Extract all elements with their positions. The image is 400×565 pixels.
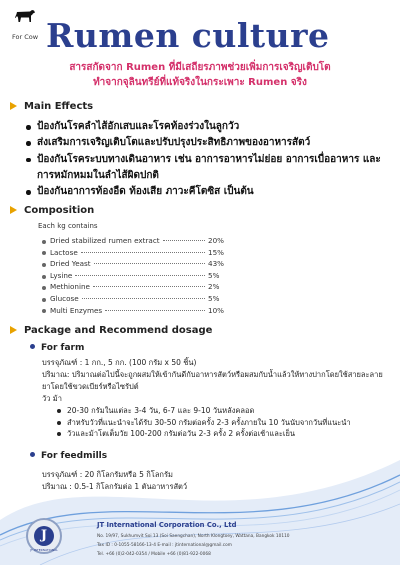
farm-usage-list — [57, 405, 387, 440]
farm-package: บรรจุภัณฑ์ : 1 กก., 5 กก. (100 กรัม x 50 ชิ้น) — [42, 358, 197, 367]
dotted-leader — [75, 275, 205, 276]
for-feedmills-heading — [30, 451, 107, 461]
bullet-dot-icon — [42, 298, 46, 302]
bullet-dot-icon — [30, 452, 35, 457]
ingredient-percent: 2% — [208, 282, 220, 292]
cow-icon — [14, 9, 36, 24]
composition-row — [42, 282, 230, 294]
composition-heading-text: Composition — [24, 205, 95, 216]
bullet-dot-icon — [42, 309, 46, 313]
usage-item: 20-30 กรัมในแต่ละ 3-4 วัน, 6-7 และ 9-10 วันหลังคลอด — [57, 405, 387, 417]
dosage-heading-text: Package and Recommend dosage — [24, 325, 213, 336]
dotted-leader — [81, 252, 205, 253]
company-contact: Tax ID : 0-1055-58166-13-4 E-mail : jtinternational@gmail.com — [97, 543, 232, 548]
composition-row — [42, 248, 230, 260]
ingredient-percent: 5% — [208, 270, 220, 280]
cow-badge-label: For Cow — [12, 33, 39, 41]
composition-row — [42, 236, 230, 248]
main-effects-heading-text: Main Effects — [24, 101, 94, 112]
composition-row — [42, 271, 230, 283]
ingredient-percent: 5% — [208, 293, 220, 303]
dotted-leader — [93, 286, 205, 287]
effect-item: ป้องกันโรคระบบทางเดินอาหาร เช่น อาการอาหารไม่ย่อย อาการเบื่ออาหาร และการหมักหมมในลำไส้ผิดปกติ — [26, 152, 391, 185]
bullet-dot-icon — [42, 275, 46, 279]
effect-item: ส่งเสริมการเจริญเติบโตและปรับปรุงประสิทธิภาพของอาหารสัตว์ — [26, 135, 391, 151]
main-effects-list — [26, 119, 391, 200]
subtitle-line-2: ทำจากจุลินทรีย์ที่แท้จริงในกระเพาะ Rumen จริง — [93, 77, 307, 88]
arrow-bullet-icon — [10, 206, 17, 214]
ingredient-percent: 10% — [208, 305, 224, 315]
composition-row — [42, 306, 230, 318]
subtitle-line-1: สารสกัดจาก Rumen ที่มีเสถียรภาพช่วยเพิ่มการเจริญเติบโต — [69, 62, 331, 73]
cow-badge — [6, 4, 40, 40]
bullet-dot-icon — [42, 251, 46, 255]
arrow-bullet-icon — [10, 102, 17, 110]
dotted-leader — [94, 263, 205, 264]
bullet-dot-icon — [30, 344, 35, 349]
farm-animal: วัว ม้า — [42, 394, 62, 403]
composition-heading — [10, 205, 94, 216]
company-logo — [26, 518, 62, 554]
arrow-bullet-icon — [10, 326, 17, 334]
company-name: JT International Corporation Co., Ltd — [97, 521, 237, 529]
main-effects-heading — [10, 101, 93, 112]
company-address: No. 19/97, Sukhumvit Soi 13 (Soi Saengchan), North Klongtoey, Wattana, Bangkok 10110 — [97, 534, 290, 539]
page-title: Rumen culture — [46, 16, 330, 55]
company-phone: Tel. +66 (0)2-042-0354 / Mobile +66 (0)81-922-0068 — [97, 552, 211, 557]
bullet-dot-icon — [42, 240, 46, 244]
dotted-leader — [82, 298, 205, 299]
ingredient-name: Glucose — [50, 293, 79, 303]
ingredient-name: Methionine — [50, 282, 90, 292]
for-feedmills-heading-text: For feedmills — [41, 451, 108, 461]
ingredient-percent: 20% — [208, 236, 224, 245]
effect-item: ป้องกันโรคลำไส้อักเสบและโรคท้องร่วงในลูกวัว — [26, 119, 391, 135]
ingredient-name: Multi Enzymes — [50, 305, 103, 315]
company-logo-ring-text: JT INTERNATIONAL — [30, 548, 58, 552]
ingredient-name: Lysine — [50, 270, 73, 280]
feedmill-package: บรรจุภัณฑ์ : 20 กิโลกรัมหรือ 5 กิโลกรัม — [42, 470, 173, 479]
dotted-leader — [163, 240, 205, 241]
bullet-dot-icon — [42, 286, 46, 290]
composition-note: Each kg contains — [38, 222, 98, 230]
for-farm-heading-text: For farm — [41, 343, 85, 353]
bullet-dot-icon — [42, 263, 46, 267]
usage-item: สำหรับวัวที่แนะนำจะได้รับ 30-50 กรัมต่อครั้ง 2-3 ครั้งภายใน 10 วันนับจากวันที่แนะนำ — [57, 417, 387, 429]
composition-list — [42, 236, 230, 317]
dotted-leader — [105, 310, 205, 311]
usage-item: วัวและม้าโตเต็มวัย 100-200 กรัมต่อวัน 2-3 ครั้ง 2 ครั้งต่อเช้าและเย็น — [57, 428, 387, 440]
dosage-heading — [10, 325, 212, 336]
ingredient-name: Dried Yeast — [50, 259, 91, 269]
ingredient-name: Lactose — [50, 247, 78, 257]
farm-amount: ปริมาณ: ปริมาณต่อไปนี้จะถูกผสมให้เข้ากันดีกับอาหารสัตว์หรือผสมกับน้ำแล้วให้ทางปากโดยใช้สายละลายยาโดยใช้ขวดเบียร์หรือไซรัปต์ — [42, 370, 383, 391]
effect-item: ป้องกันอาการท้องอืด ท้องเสีย ภาวะคีโตซิส เป็นต้น — [26, 184, 391, 200]
ingredient-name: Dried stabilized rumen extract — [50, 236, 160, 245]
ingredient-percent: 43% — [208, 259, 224, 269]
company-logo-mark: J — [34, 526, 54, 546]
for-farm-heading — [30, 343, 84, 353]
composition-row — [42, 259, 230, 271]
composition-row — [42, 294, 230, 306]
ingredient-percent: 15% — [208, 247, 224, 257]
feedmill-amount: ปริมาณ : 0.5-1 กิโลกรัมต่อ 1 ตันอาหารสัตว์ — [42, 482, 188, 491]
